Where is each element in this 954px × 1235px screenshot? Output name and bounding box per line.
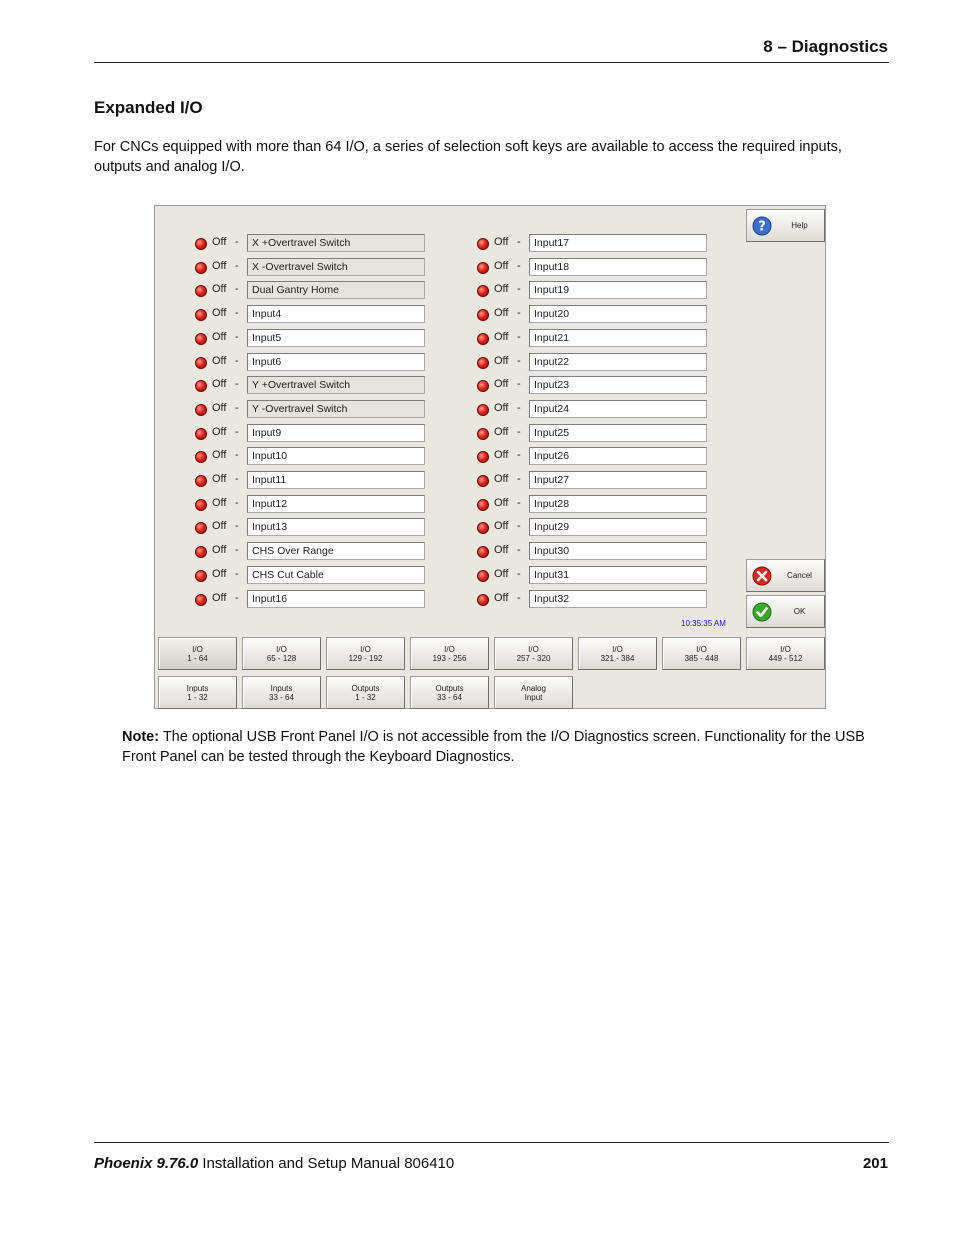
io-row bbox=[477, 234, 717, 256]
state-dash: - bbox=[517, 496, 521, 509]
io-row bbox=[195, 281, 435, 303]
status-led-icon bbox=[195, 451, 207, 463]
input-state: Off bbox=[494, 283, 509, 296]
range-softkey-1[interactable] bbox=[158, 637, 237, 670]
type-softkey-2[interactable] bbox=[242, 676, 321, 709]
input-name-field[interactable]: Input13 bbox=[247, 518, 425, 536]
state-dash: - bbox=[517, 378, 521, 391]
status-led-icon bbox=[195, 238, 207, 250]
input-state: Off bbox=[494, 567, 509, 580]
status-led-icon bbox=[195, 357, 207, 369]
input-name-field[interactable]: Input12 bbox=[247, 495, 425, 513]
state-dash: - bbox=[517, 401, 521, 414]
input-state: Off bbox=[212, 307, 227, 320]
softkey-line1: Outputs bbox=[351, 683, 380, 693]
io-row bbox=[195, 258, 435, 280]
status-led-icon bbox=[195, 522, 207, 534]
input-name-field[interactable]: X -Overtravel Switch bbox=[247, 258, 425, 276]
footer-manual-title bbox=[94, 1155, 454, 1172]
softkey-line2: Input bbox=[524, 692, 543, 702]
io-row bbox=[195, 471, 435, 493]
io-row bbox=[477, 305, 717, 327]
x-mark-icon bbox=[752, 566, 772, 586]
input-name-field[interactable]: Input29 bbox=[529, 518, 707, 536]
state-dash: - bbox=[235, 283, 239, 296]
state-dash: - bbox=[517, 330, 521, 343]
softkey-line2: 65 - 128 bbox=[266, 653, 297, 663]
range-softkey-6[interactable] bbox=[578, 637, 657, 670]
input-name-field[interactable]: Input25 bbox=[529, 424, 707, 442]
input-state: Off bbox=[212, 354, 227, 367]
status-led-icon bbox=[477, 570, 489, 582]
cancel-label: Cancel bbox=[787, 571, 812, 580]
input-state: Off bbox=[494, 520, 509, 533]
input-state: Off bbox=[212, 496, 227, 509]
io-diagnostics-screen bbox=[154, 205, 826, 709]
io-row bbox=[477, 376, 717, 398]
input-name-field[interactable]: Input18 bbox=[529, 258, 707, 276]
input-state: Off bbox=[212, 401, 227, 414]
input-name-field[interactable]: Input9 bbox=[247, 424, 425, 442]
softkey-line2: 1 - 32 bbox=[187, 692, 208, 702]
input-name-field[interactable]: Input20 bbox=[529, 305, 707, 323]
input-state: Off bbox=[494, 378, 509, 391]
page-number: 201 bbox=[862, 1155, 888, 1172]
range-softkey-5[interactable] bbox=[494, 637, 573, 670]
io-row bbox=[477, 566, 717, 588]
io-row bbox=[195, 234, 435, 256]
state-dash: - bbox=[235, 567, 239, 580]
io-row bbox=[477, 424, 717, 446]
type-softkey-1[interactable] bbox=[158, 676, 237, 709]
softkey-line2: 257 - 320 bbox=[516, 653, 551, 663]
input-state: Off bbox=[494, 544, 509, 557]
input-state: Off bbox=[212, 425, 227, 438]
input-state: Off bbox=[212, 567, 227, 580]
input-state: Off bbox=[212, 591, 227, 604]
io-row bbox=[477, 518, 717, 540]
status-led-icon bbox=[477, 594, 489, 606]
status-led-icon bbox=[195, 380, 207, 392]
state-dash: - bbox=[517, 259, 521, 272]
input-state: Off bbox=[212, 449, 227, 462]
input-name-field[interactable]: Input23 bbox=[529, 376, 707, 394]
softkey-line1: I/O bbox=[780, 644, 791, 654]
softkey-line1: I/O bbox=[612, 644, 623, 654]
status-led-icon bbox=[477, 357, 489, 369]
range-softkey-8[interactable] bbox=[746, 637, 825, 670]
footer-rule bbox=[94, 1142, 889, 1143]
state-dash: - bbox=[517, 283, 521, 296]
io-row bbox=[477, 329, 717, 351]
input-state: Off bbox=[494, 236, 509, 248]
help-button[interactable] bbox=[746, 209, 825, 242]
io-row bbox=[195, 518, 435, 540]
input-state: Off bbox=[212, 259, 227, 272]
ok-button[interactable] bbox=[746, 595, 825, 628]
input-name-field[interactable]: Input6 bbox=[247, 353, 425, 371]
range-softkey-3[interactable] bbox=[326, 637, 405, 670]
io-row bbox=[477, 281, 717, 303]
io-row bbox=[477, 471, 717, 493]
input-state: Off bbox=[212, 473, 227, 485]
input-state: Off bbox=[494, 449, 509, 462]
input-name-field[interactable]: Input26 bbox=[529, 447, 707, 465]
intro-paragraph: For CNCs equipped with more than 64 I/O, a series of selection soft keys are available to access the required inputs, outputs and analog I/O. bbox=[94, 139, 842, 175]
status-led-icon bbox=[195, 594, 207, 606]
status-led-icon bbox=[195, 499, 207, 511]
status-led-icon bbox=[195, 309, 207, 321]
input-state: Off bbox=[212, 330, 227, 343]
input-state: Off bbox=[212, 378, 227, 391]
state-dash: - bbox=[235, 236, 239, 248]
status-led-icon bbox=[477, 285, 489, 297]
cancel-button[interactable] bbox=[746, 559, 825, 592]
ok-label: OK bbox=[793, 607, 806, 616]
status-led-icon bbox=[477, 475, 489, 487]
input-name-field[interactable]: Input10 bbox=[247, 447, 425, 465]
range-softkey-7[interactable] bbox=[662, 637, 741, 670]
softkey-line2: 385 - 448 bbox=[684, 653, 719, 663]
chapter-heading: 8 – Diagnostics bbox=[763, 37, 888, 56]
input-name-field[interactable]: Input21 bbox=[529, 329, 707, 347]
input-name-field[interactable]: Input11 bbox=[247, 471, 425, 489]
input-name-field[interactable]: Y +Overtravel Switch bbox=[247, 376, 425, 394]
io-row bbox=[477, 495, 717, 517]
softkey-line1: I/O bbox=[276, 644, 287, 654]
input-state: Off bbox=[494, 425, 509, 438]
footer-manual: Installation and Setup Manual 806410 bbox=[198, 1155, 455, 1172]
status-led-icon bbox=[477, 451, 489, 463]
softkey-line1: Outputs bbox=[435, 683, 464, 693]
io-row bbox=[195, 353, 435, 375]
softkey-line2: 129 - 192 bbox=[348, 653, 383, 663]
status-led-icon bbox=[477, 333, 489, 345]
io-row bbox=[195, 424, 435, 446]
state-dash: - bbox=[235, 330, 239, 343]
io-row bbox=[195, 400, 435, 422]
type-softkey-5[interactable] bbox=[494, 676, 573, 709]
io-row bbox=[195, 590, 435, 612]
io-row bbox=[195, 566, 435, 588]
softkey-line1: Analog bbox=[521, 683, 546, 693]
io-row bbox=[195, 305, 435, 327]
status-led-icon bbox=[477, 380, 489, 392]
input-state: Off bbox=[494, 473, 509, 485]
input-state: Off bbox=[212, 236, 227, 248]
io-row bbox=[195, 447, 435, 469]
state-dash: - bbox=[235, 378, 239, 391]
input-name-field[interactable]: Input22 bbox=[529, 353, 707, 371]
state-dash: - bbox=[517, 544, 521, 557]
state-dash: - bbox=[235, 307, 239, 320]
state-dash: - bbox=[517, 520, 521, 533]
state-dash: - bbox=[235, 259, 239, 272]
state-dash: - bbox=[235, 544, 239, 557]
section-title: Expanded I/O bbox=[94, 98, 203, 117]
note-prefix: Note: bbox=[122, 729, 160, 745]
range-softkey-2[interactable] bbox=[242, 637, 321, 670]
input-state: Off bbox=[212, 283, 227, 296]
status-led-icon bbox=[195, 570, 207, 582]
softkey-line1: I/O bbox=[696, 644, 707, 654]
input-name-field[interactable]: Input17 bbox=[529, 234, 707, 252]
state-dash: - bbox=[235, 354, 239, 367]
status-led-icon bbox=[195, 546, 207, 558]
clock-display: 10:35:35 AM bbox=[681, 619, 726, 628]
status-led-icon bbox=[477, 238, 489, 250]
input-state: Off bbox=[494, 496, 509, 509]
softkey-line2: 1 - 32 bbox=[355, 692, 376, 702]
io-row bbox=[477, 258, 717, 280]
status-led-icon bbox=[477, 404, 489, 416]
softkey-line2: 33 - 64 bbox=[269, 692, 294, 702]
status-led-icon bbox=[477, 499, 489, 511]
softkey-line2: 1 - 64 bbox=[187, 653, 208, 663]
softkey-line1: I/O bbox=[360, 644, 371, 654]
status-led-icon bbox=[477, 262, 489, 274]
status-led-icon bbox=[477, 309, 489, 321]
softkey-line1: Inputs bbox=[270, 683, 293, 693]
softkey-line2: 193 - 256 bbox=[432, 653, 467, 663]
state-dash: - bbox=[517, 236, 521, 248]
input-state: Off bbox=[494, 330, 509, 343]
input-name-field[interactable]: Input30 bbox=[529, 542, 707, 560]
io-row bbox=[195, 329, 435, 351]
state-dash: - bbox=[235, 496, 239, 509]
io-row bbox=[477, 353, 717, 375]
io-row bbox=[195, 495, 435, 517]
question-icon bbox=[752, 216, 772, 236]
softkey-line1: I/O bbox=[192, 644, 203, 654]
io-row bbox=[195, 376, 435, 398]
io-row bbox=[477, 447, 717, 469]
input-name-field[interactable]: Input5 bbox=[247, 329, 425, 347]
softkey-line1: I/O bbox=[444, 644, 455, 654]
state-dash: - bbox=[235, 449, 239, 462]
state-dash: - bbox=[517, 425, 521, 438]
type-softkey-4[interactable] bbox=[410, 676, 489, 709]
input-name-field[interactable]: Input19 bbox=[529, 281, 707, 299]
input-name-field[interactable]: Input27 bbox=[529, 471, 707, 489]
state-dash: - bbox=[517, 307, 521, 320]
io-row bbox=[477, 400, 717, 422]
input-name-field[interactable]: CHS Over Range bbox=[247, 542, 425, 560]
input-name-field[interactable]: X +Overtravel Switch bbox=[247, 234, 425, 252]
state-dash: - bbox=[235, 591, 239, 604]
state-dash: - bbox=[235, 401, 239, 414]
softkey-line2: 33 - 64 bbox=[437, 692, 462, 702]
input-name-field[interactable]: Input4 bbox=[247, 305, 425, 323]
check-mark-icon bbox=[752, 602, 772, 622]
input-name-field[interactable]: CHS Cut Cable bbox=[247, 566, 425, 584]
footer-product: Phoenix 9.76.0 bbox=[94, 1155, 199, 1172]
io-row bbox=[195, 542, 435, 564]
state-dash: - bbox=[235, 473, 239, 485]
status-led-icon bbox=[195, 404, 207, 416]
status-led-icon bbox=[477, 522, 489, 534]
input-name-field[interactable]: Input31 bbox=[529, 566, 707, 584]
status-led-icon bbox=[477, 428, 489, 440]
input-state: Off bbox=[494, 401, 509, 414]
input-state: Off bbox=[494, 354, 509, 367]
state-dash: - bbox=[517, 354, 521, 367]
input-name-field[interactable]: Input28 bbox=[529, 495, 707, 513]
input-name-field[interactable]: Dual Gantry Home bbox=[247, 281, 425, 299]
input-state: Off bbox=[212, 544, 227, 557]
note-text: The optional USB Front Panel I/O is not accessible from the I/O Diagnostics screen. Functionality for the USB Front Panel can be tested through the Keyboard Diagnostics. bbox=[122, 729, 865, 765]
input-name-field[interactable]: Input16 bbox=[247, 590, 425, 608]
softkey-line2: 449 - 512 bbox=[768, 653, 803, 663]
type-softkey-3[interactable] bbox=[326, 676, 405, 709]
range-softkey-4[interactable] bbox=[410, 637, 489, 670]
status-led-icon bbox=[195, 475, 207, 487]
input-name-field[interactable]: Y -Overtravel Switch bbox=[247, 400, 425, 418]
status-led-icon bbox=[195, 285, 207, 297]
status-led-icon bbox=[195, 262, 207, 274]
help-label: Help bbox=[791, 221, 808, 230]
input-state: Off bbox=[494, 591, 509, 604]
state-dash: - bbox=[235, 425, 239, 438]
input-state: Off bbox=[212, 520, 227, 533]
state-dash: - bbox=[517, 567, 521, 580]
status-led-icon bbox=[195, 333, 207, 345]
state-dash: - bbox=[517, 591, 521, 604]
softkey-line1: I/O bbox=[528, 644, 539, 654]
input-state: Off bbox=[494, 307, 509, 320]
softkey-line2: 321 - 384 bbox=[600, 653, 635, 663]
status-led-icon bbox=[195, 428, 207, 440]
input-name-field[interactable]: Input24 bbox=[529, 400, 707, 418]
input-state: Off bbox=[494, 259, 509, 272]
softkey-line1: Inputs bbox=[186, 683, 209, 693]
header-rule bbox=[94, 62, 889, 63]
state-dash: - bbox=[235, 520, 239, 533]
status-led-icon bbox=[477, 546, 489, 558]
state-dash: - bbox=[517, 473, 521, 485]
note-paragraph bbox=[122, 728, 882, 767]
state-dash: - bbox=[517, 449, 521, 462]
io-row bbox=[477, 542, 717, 564]
input-name-field[interactable]: Input32 bbox=[529, 590, 707, 608]
io-row bbox=[477, 590, 717, 612]
svg-text:?: ? bbox=[758, 219, 766, 235]
